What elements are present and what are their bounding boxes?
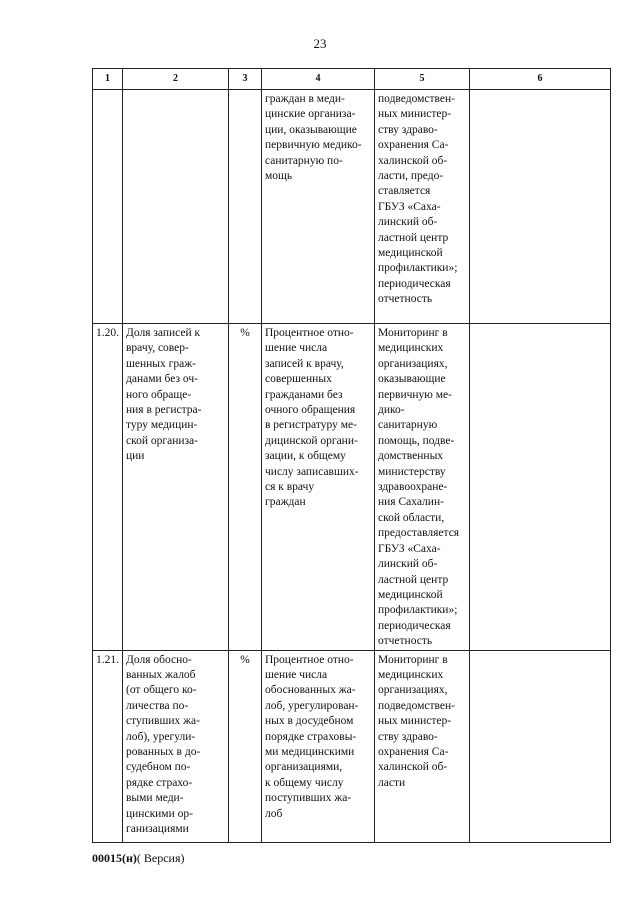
cell-line: ГБУЗ «Саха-	[378, 542, 441, 555]
cell-line: порядке страховы-	[265, 730, 357, 743]
cell-line: охранения Са-	[378, 745, 449, 758]
cell-line: ступивших жа-	[126, 715, 200, 728]
row-number: 1.21.	[93, 650, 123, 842]
cell-line: домственных	[378, 450, 444, 463]
cell-line: поступивших жа-	[265, 792, 352, 805]
cell-line: отчетность	[378, 293, 433, 306]
cell-line: ного обраще-	[126, 388, 192, 401]
unit-cell: %	[229, 650, 262, 842]
cell-line: гражданами без	[265, 388, 343, 401]
unit-cell	[229, 90, 262, 324]
cell-line: к общему числу	[265, 776, 344, 789]
cell-line: ставляется	[378, 185, 431, 198]
cell-line: ластной центр	[378, 573, 449, 586]
document-code: 00015(н)	[92, 851, 137, 865]
cell-line: первичную ме-	[378, 388, 452, 401]
indicator-name-cell	[123, 650, 229, 842]
data-source-cell	[375, 650, 470, 842]
cell-line: лоб, урегулирован-	[265, 699, 359, 712]
notes-cell	[470, 650, 611, 842]
cell-line: очного обращения	[265, 404, 356, 417]
data-source-cell	[375, 90, 470, 324]
cell-line: ных министер-	[378, 108, 452, 121]
cell-line: Процентное отно-	[265, 327, 354, 339]
cell-line: выми меди-	[126, 792, 184, 805]
cell-line: врачу, совер-	[126, 342, 189, 355]
cell-line: медицинских	[378, 342, 444, 355]
header-cell-2: 2	[123, 69, 229, 90]
cell-line: числу записавших-	[265, 465, 359, 478]
page-number: 23	[313, 36, 327, 51]
cell-line: ГБУЗ «Саха-	[378, 200, 441, 213]
cell-line: обоснованных жа-	[265, 684, 356, 697]
cell-line: ганизациями	[126, 823, 189, 835]
cell-line: периодическая	[378, 619, 451, 632]
row-number	[93, 90, 123, 324]
cell-line: ных министер-	[378, 715, 452, 728]
cell-line: министерству	[378, 465, 446, 478]
cell-line: записей к врачу,	[265, 357, 344, 370]
notes-cell	[470, 90, 611, 324]
cell-line: помощь, подве-	[378, 434, 455, 447]
indicator-name-cell	[123, 90, 229, 324]
cell-line: санитарную по-	[265, 154, 343, 167]
cell-line: организациях,	[378, 357, 448, 370]
unit-cell: %	[229, 324, 262, 651]
document-version: ( Версия)	[136, 851, 185, 865]
cell-line: организациях,	[378, 684, 448, 697]
cell-line: зации, к общему	[265, 450, 346, 463]
cell-line: дицинской органи-	[265, 434, 358, 447]
cell-line: периодическая	[378, 277, 451, 290]
cell-line: оказывающие	[378, 373, 446, 386]
header-cell-3: 3	[229, 69, 262, 90]
cell-line: организациями,	[265, 761, 343, 774]
cell-line: халинской об-	[378, 154, 448, 167]
cell-line: ласти	[378, 776, 406, 789]
cell-line: данами без оч-	[126, 373, 198, 386]
cell-line: шение числа	[265, 668, 328, 681]
cell-line: предоставляется	[378, 527, 460, 540]
cell-line: подведомствен-	[378, 93, 455, 105]
cell-line: Доля обосно-	[126, 653, 192, 666]
notes-cell	[470, 324, 611, 651]
cell-line: лоб	[265, 807, 283, 820]
cell-line: первичную медико-	[265, 139, 362, 152]
cell-line: дико-	[378, 404, 405, 417]
cell-line: шенных граж-	[126, 357, 196, 370]
document-footer	[92, 851, 185, 866]
cell-line: совершенных	[265, 373, 332, 386]
cell-line: судебном по-	[126, 761, 191, 774]
cell-line: лоб), урегули-	[126, 730, 196, 743]
cell-line: ластной центр	[378, 231, 449, 244]
cell-line: Мониторинг в	[378, 327, 448, 339]
cell-line: туру медицин-	[126, 419, 198, 432]
cell-line: ния в регистра-	[126, 404, 202, 417]
table-header-row	[93, 69, 611, 90]
cell-line: личества по-	[126, 699, 189, 712]
data-source-cell	[375, 324, 470, 651]
cell-line: рованных в до-	[126, 745, 201, 758]
cell-line: ных в досудебном	[265, 715, 354, 728]
cell-line: линский об-	[378, 216, 438, 229]
header-cell-5: 5	[375, 69, 470, 90]
cell-line: цинскими ор-	[126, 807, 193, 820]
cell-line: отчетность	[378, 635, 433, 648]
cell-line: Мониторинг в	[378, 653, 448, 666]
cell-line: граждан	[265, 496, 306, 509]
table-row	[93, 650, 611, 842]
cell-line: шение числа	[265, 342, 328, 355]
table-row	[93, 90, 611, 324]
cell-line: ния Сахалин-	[378, 496, 444, 509]
cell-line: подведомствен-	[378, 699, 455, 712]
cell-line: ству здраво-	[378, 123, 438, 136]
header-cell-4: 4	[262, 69, 375, 90]
calculation-method-cell	[262, 650, 375, 842]
cell-line: ми медицинскими	[265, 745, 355, 758]
cell-line: медицинской	[378, 588, 443, 601]
cell-line: ству здраво-	[378, 730, 438, 743]
cell-line: в регистратуру ме-	[265, 419, 357, 432]
calculation-method-cell	[262, 90, 375, 324]
cell-line: медицинской	[378, 247, 443, 260]
cell-line: ции	[126, 450, 145, 463]
cell-line: охранения Са-	[378, 139, 449, 152]
cell-line: ванных жалоб	[126, 668, 196, 681]
table-row	[93, 324, 611, 651]
cell-line: цинские организа-	[265, 108, 356, 121]
cell-line: ласти, предо-	[378, 170, 444, 183]
cell-line: ской организа-	[126, 434, 198, 447]
indicators-table	[92, 68, 611, 843]
cell-line: санитарную	[378, 419, 438, 432]
cell-line: (от общего ко-	[126, 684, 197, 697]
cell-line: ся к врачу	[265, 481, 315, 494]
cell-line: мощь	[265, 170, 293, 183]
cell-line: ской области,	[378, 511, 445, 524]
cell-line: профилактики»;	[378, 604, 458, 617]
calculation-method-cell	[262, 324, 375, 651]
header-cell-6: 6	[470, 69, 611, 90]
header-cell-1: 1	[93, 69, 123, 90]
indicator-name-cell	[123, 324, 229, 651]
cell-line: профилактики»;	[378, 262, 458, 275]
cell-line: ции, оказывающие	[265, 123, 357, 136]
cell-line: здравоохране-	[378, 481, 448, 494]
row-number: 1.20.	[93, 324, 123, 651]
cell-line: линский об-	[378, 558, 438, 571]
cell-line: граждан в меди-	[265, 93, 345, 105]
cell-line: Процентное отно-	[265, 653, 354, 666]
cell-line: медицинских	[378, 668, 444, 681]
cell-line: рядке страхо-	[126, 776, 193, 789]
cell-line: Доля записей к	[126, 327, 201, 339]
cell-line: халинской об-	[378, 761, 448, 774]
